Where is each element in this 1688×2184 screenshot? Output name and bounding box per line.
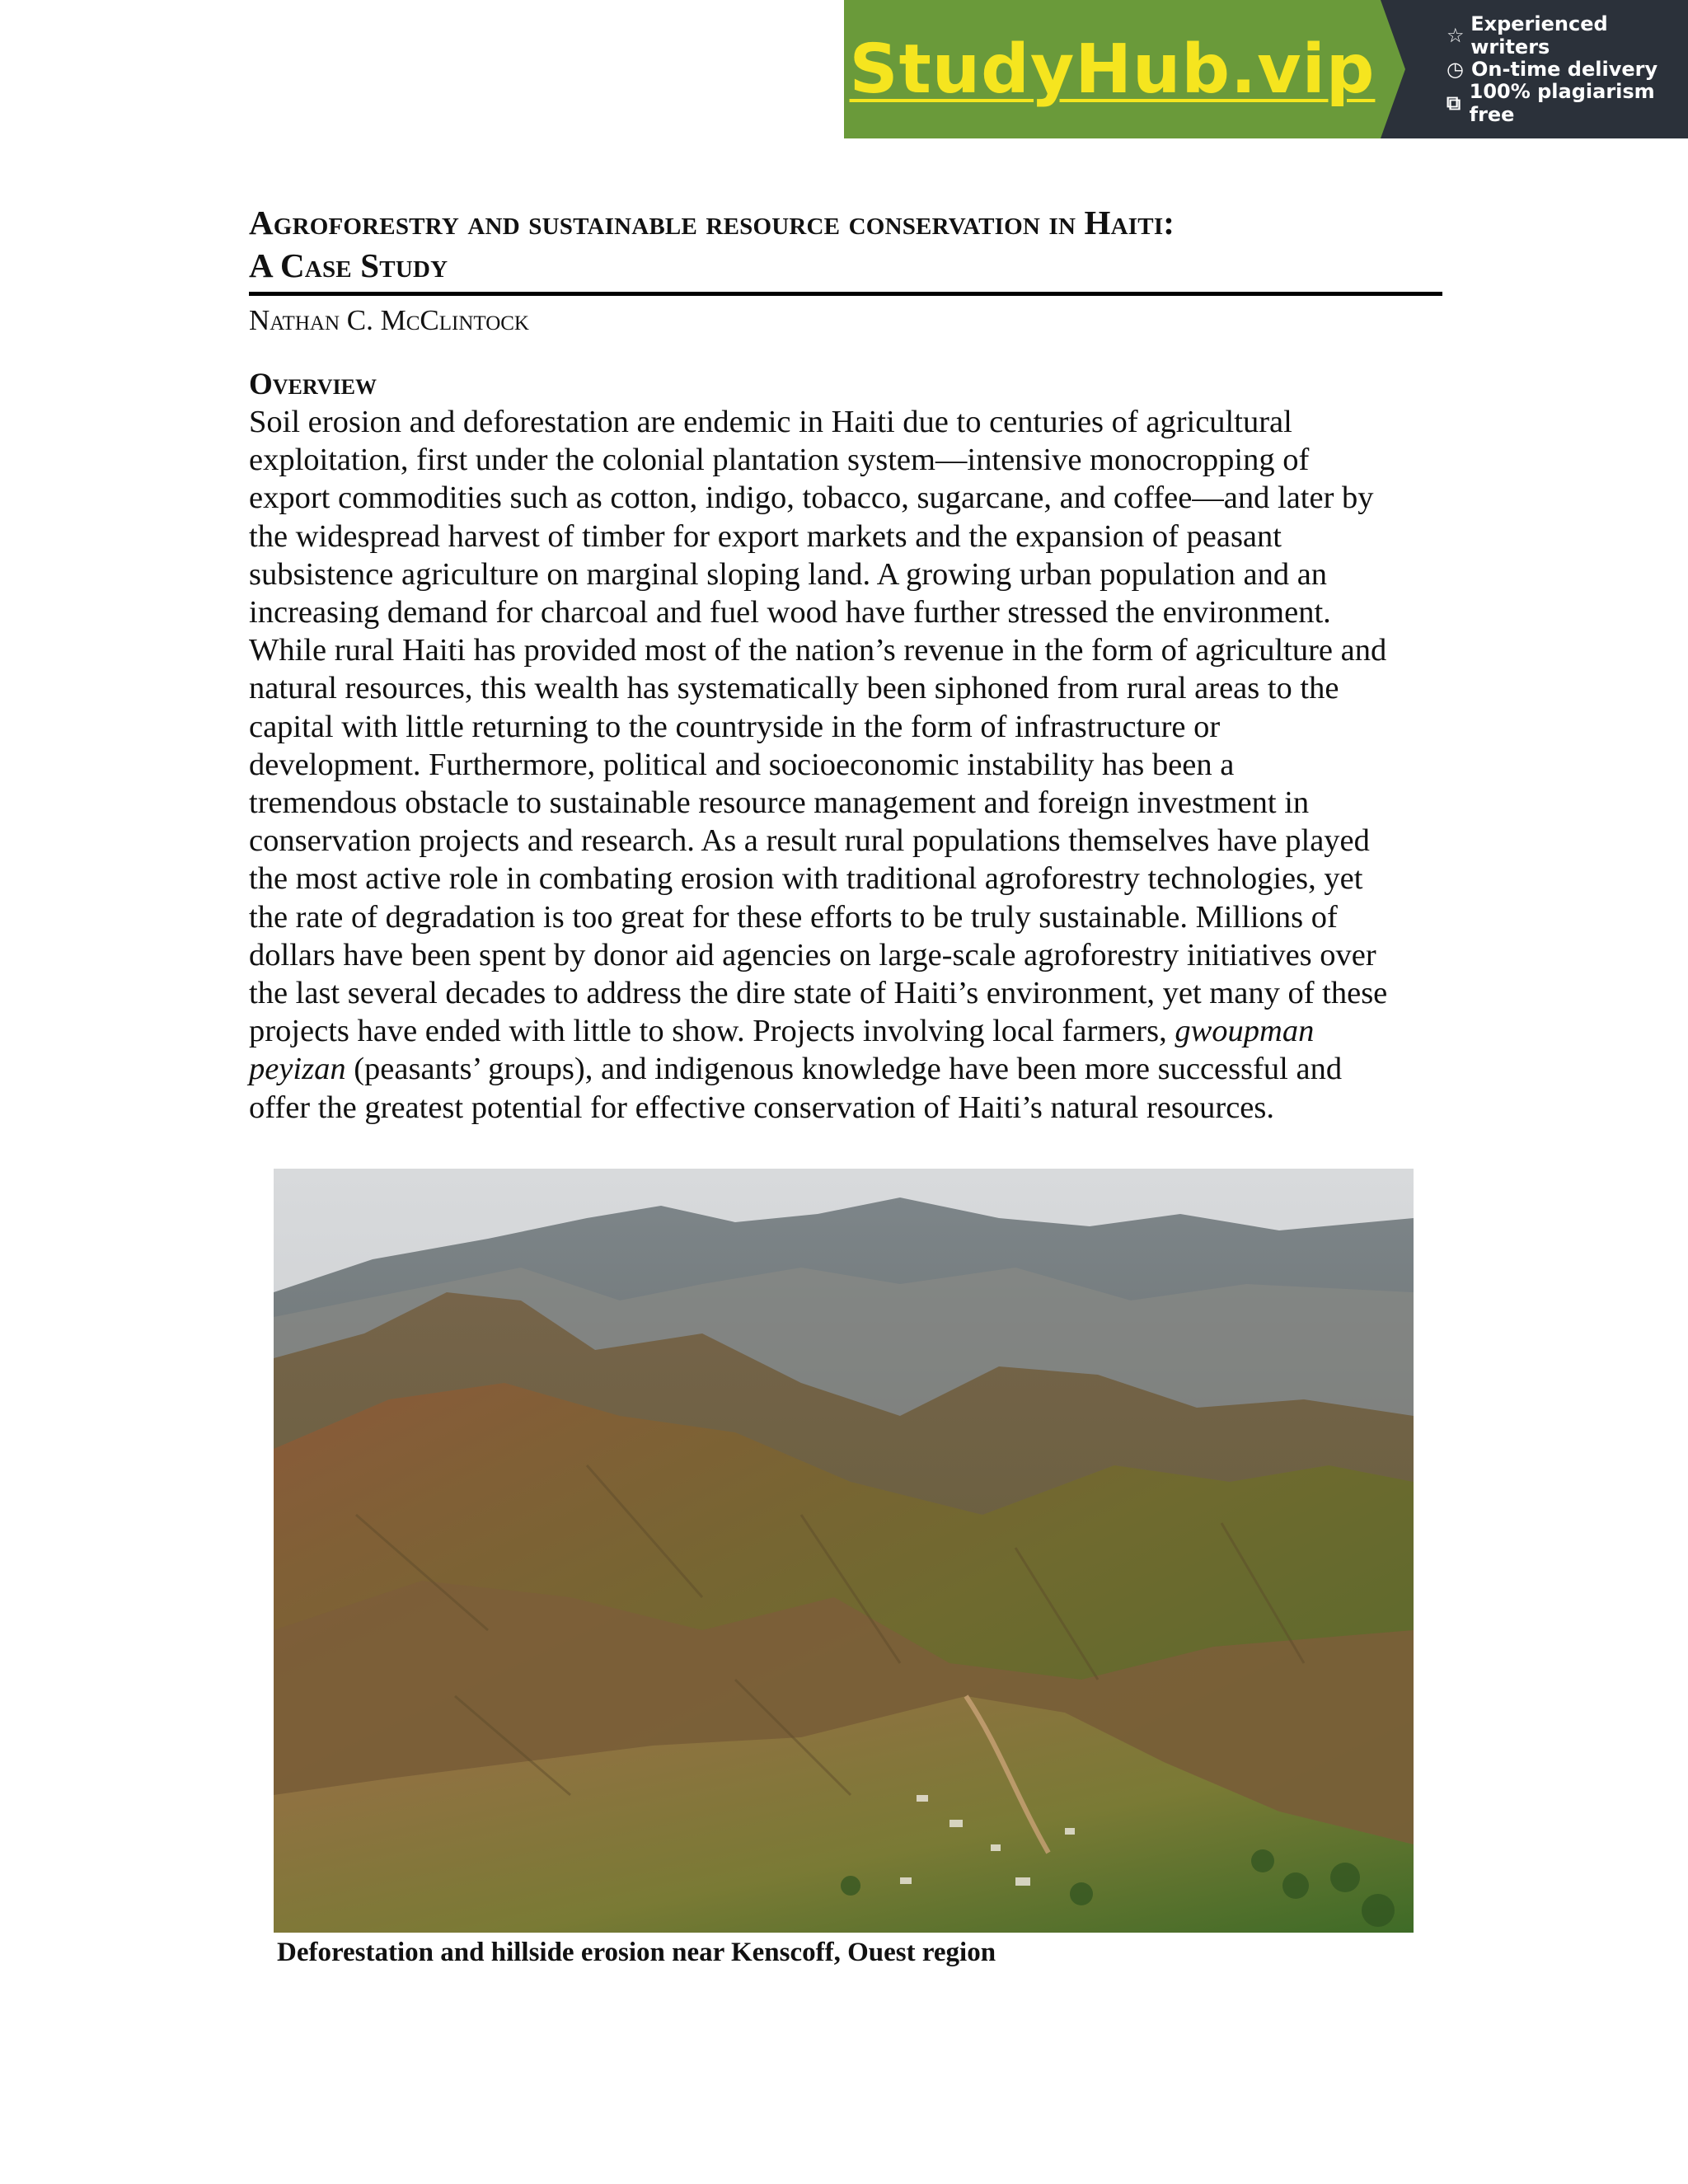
paragraph-line: While rural Haiti has provided most of the nation’s revenue in the form of agriculture and [249, 633, 1387, 668]
paragraph-line [249, 1012, 1444, 1050]
feature-plagiarism-free [1447, 79, 1688, 126]
clock-icon: ◷ [1447, 57, 1464, 81]
paragraph-line: development. Furthermore, political and socioeconomic instability has been a [249, 747, 1235, 782]
paragraph-line: exploitation, first under the colonial plantation system—intensive monocropping of [249, 443, 1310, 478]
feature-label: 100% plagiarism free [1469, 79, 1655, 126]
mountain-landscape-image [274, 1169, 1414, 1933]
title-line-1: Agroforestry and sustainable resource conservation in Haiti: [249, 204, 1175, 241]
paragraph-line: the last several decades to address the dire state of Haiti’s environment, yet many of these [249, 976, 1388, 1011]
document-title [249, 201, 1444, 287]
paragraph-line: dollars have been spent by donor aid agencies on large-scale agroforestry initiatives over [249, 937, 1376, 972]
star-icon: ☆ [1447, 23, 1465, 47]
title-line-2: A Case Study [249, 246, 448, 284]
paragraph-line: capital with little returning to the countryside in the form of infrastructure or [249, 709, 1221, 744]
italic-term: gwoupman [1175, 1014, 1315, 1049]
paragraph-line: increasing demand for charcoal and fuel wood have further stressed the environment. [249, 595, 1331, 630]
paragraph-line: tremendous obstacle to sustainable resource management and foreign investment in [249, 785, 1310, 821]
feature-label: Experienced writers [1470, 12, 1608, 59]
brand-name: StudyHub.vip [849, 30, 1376, 109]
title-rule [249, 292, 1442, 296]
feature-experienced-writers [1447, 12, 1688, 59]
line-text: projects have ended with little to show. Projects involving local farmers, [249, 1014, 1175, 1049]
paragraph-line: export commodities such as cotton, indigo, tobacco, sugarcane, and coffee—and later by [249, 480, 1374, 516]
studyhub-logo[interactable] [844, 0, 1381, 138]
section-heading-overview: Overview [249, 368, 377, 401]
paragraph-line: conservation projects and research. As a result rural populations themselves have played [249, 823, 1370, 859]
overview-paragraph [249, 403, 1444, 1127]
paragraph-line: Soil erosion and deforestation are endemic in Haiti due to centuries of agricultural [249, 405, 1292, 439]
paragraph-line: natural resources, this wealth has systematically been siphoned from rural areas to the [249, 671, 1339, 706]
italic-term: peyizan [249, 1052, 346, 1087]
photo-caption: Deforestation and hillside erosion near Kenscoff, Ouest region [277, 1938, 996, 1967]
banner-features [1381, 0, 1688, 138]
document-page [249, 201, 1444, 1127]
paragraph-line: the rate of degradation is too great for these efforts to be truly sustainable. Millions of [249, 899, 1338, 935]
author-name: Nathan C. McClintock [249, 304, 529, 336]
paragraph-line: the widespread harvest of timber for export markets and the expansion of peasant [249, 518, 1282, 554]
line-text: (peasants’ groups), and indigenous knowledge have been more successful and [345, 1052, 1343, 1087]
copy-icon: ⧉ [1447, 91, 1461, 115]
paragraph-line [249, 1050, 1444, 1088]
paragraph-line: the most active role in combating erosion with traditional agroforestry technologies, yet [249, 861, 1363, 897]
paragraph-line: subsistence agriculture on marginal sloping land. A growing urban population and an [249, 556, 1328, 592]
feature-label: On-time delivery [1471, 57, 1658, 81]
paragraph-line: offer the greatest potential for effective conservation of Haiti’s natural resources. [249, 1090, 1274, 1125]
studyhub-banner[interactable] [844, 0, 1688, 138]
landscape-photo [274, 1169, 1414, 1933]
